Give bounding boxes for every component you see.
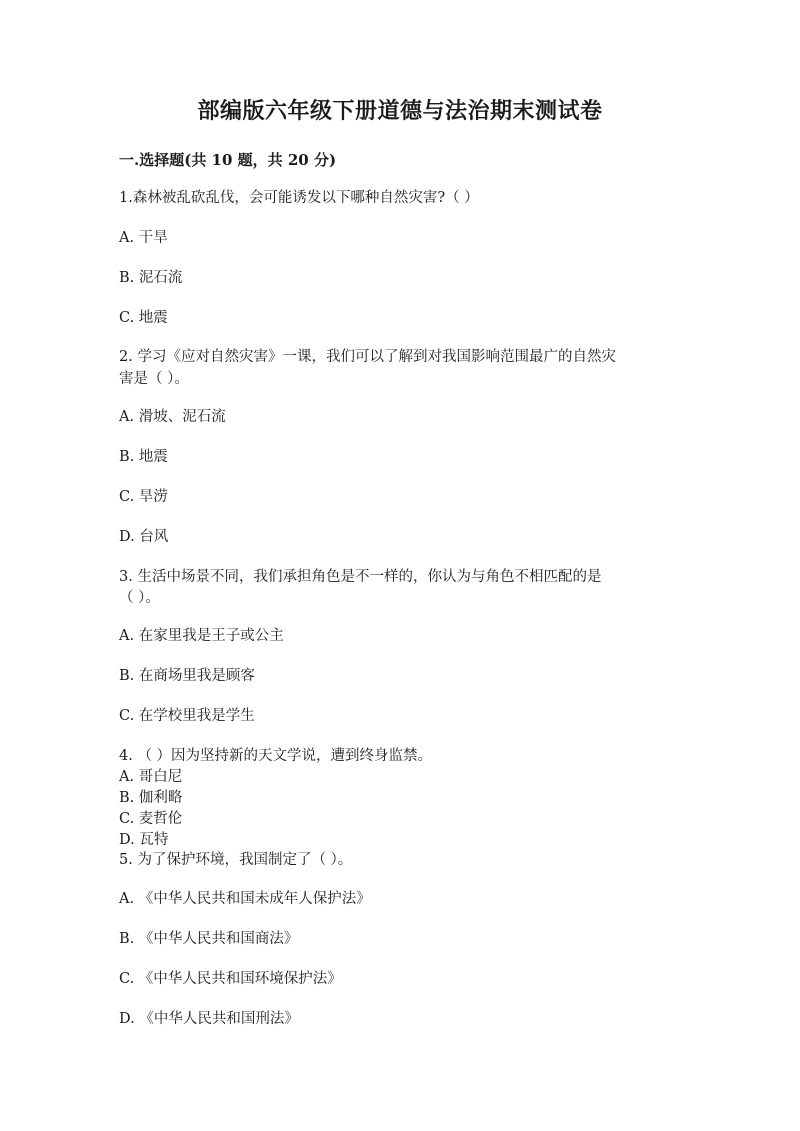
question-4-option-c: C. 麦哲伦 [119,811,183,827]
question-5-option-b: B. 《中华人民共和国商法》 [119,931,299,947]
question-5-stem: 5. 为了保护环境，我国制定了（ ）。 [119,852,353,868]
question-4-option-b: B. 伽利略 [119,790,183,806]
question-1-stem: 1.森林被乱砍乱伐，会可能诱发以下哪种自然灾害?（ ） [119,190,479,206]
page-title: 部编版六年级下册道德与法治期末测试卷 [197,98,603,124]
question-2-stem-line-1: 2. 学习《应对自然灾害》一课，我们可以了解到对我国影响范围最广的自然灾 [119,349,616,365]
question-3-option-b: B. 在商场里我是顾客 [119,668,255,684]
question-2-option-c: C. 旱涝 [119,489,168,505]
question-2-option-a: A. 滑坡、泥石流 [119,409,226,425]
question-2-stem-line-2: 害是（ ）。 [119,371,189,387]
section-heading: 一.选择题(共 10 题，共 20 分) [119,151,337,169]
question-3-option-a: A. 在家里我是王子或公主 [119,628,284,644]
question-3-option-c: C. 在学校里我是学生 [119,708,255,724]
question-1-option-a: A. 干旱 [119,230,168,246]
question-4-option-d: D. 瓦特 [119,832,169,848]
question-4-stem: 4. （ ）因为坚持新的天文学说，遭到终身监禁。 [119,748,433,764]
question-2-option-d: D. 台风 [119,529,169,545]
question-3-stem-line-1: 3. 生活中场景不同，我们承担角色是不一样的，你认为与角色不相匹配的是 [119,569,602,585]
question-5-option-c: C. 《中华人民共和国环境保护法》 [119,971,342,987]
question-2-option-b: B. 地震 [119,449,168,465]
question-5-option-a: A. 《中华人民共和国未成年人保护法》 [119,891,371,907]
question-5-option-d: D. 《中华人民共和国刑法》 [119,1011,299,1027]
question-3-stem-line-2: （ ）。 [119,590,160,606]
question-4-option-a: A. 哥白尼 [119,769,183,785]
question-1-option-c: C. 地震 [119,310,168,326]
question-1-option-b: B. 泥石流 [119,270,183,286]
